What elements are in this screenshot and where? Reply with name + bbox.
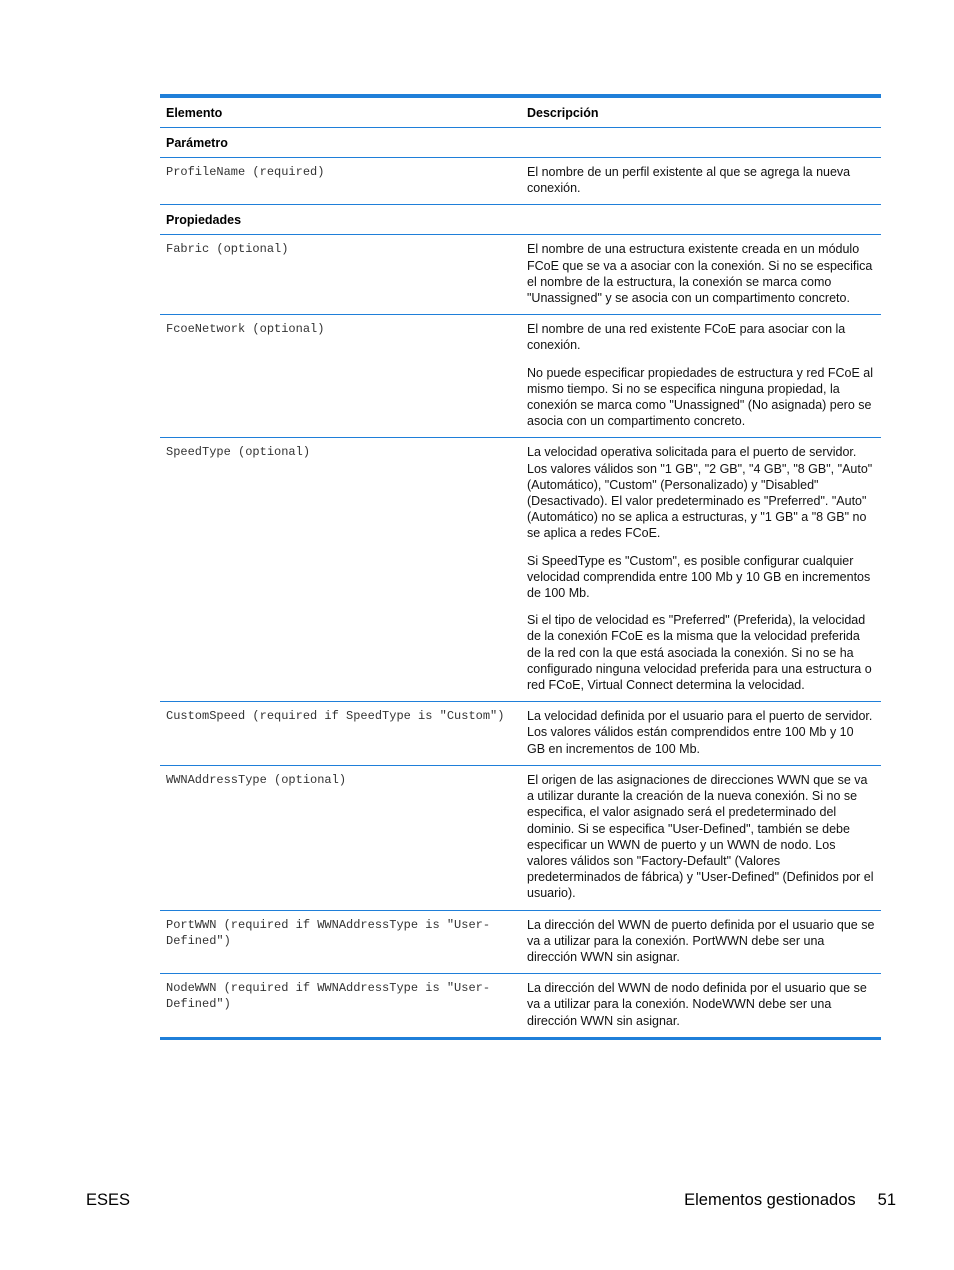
footer-section-title: Elementos gestionados (684, 1191, 856, 1209)
elements-table (160, 94, 881, 1040)
description-paragraph: La dirección del WWN de puerto definida por el usuario que se va a utilizar para la conexión. PortWWN debe ser una dirección WWN sin asignar. (527, 917, 875, 964)
table-header-row (160, 96, 881, 128)
description-paragraph: La velocidad definida por el usuario para el puerto de servidor. Los valores válidos están comprendidos entre 100 Mb y 10 GB en incrementos de 100 Mb. (527, 709, 873, 756)
element-name: WWNAddressType (optional) (160, 765, 521, 910)
element-name: FcoeNetwork (optional) (160, 315, 521, 438)
element-description (521, 974, 881, 1039)
description-paragraph: No puede especificar propiedades de estructura y red FCoE al mismo tiempo. Si no se especifica ninguna propiedad, la conexión se marca como "Unassigned" (No asignada) pero se asocia con un compartimento concreto. (527, 365, 874, 429)
page-footer (684, 1191, 896, 1210)
table-row (160, 438, 881, 702)
table-row (160, 235, 881, 315)
section-label: Parámetro (160, 128, 521, 158)
description-paragraph: El nombre de un perfil existente al que se agrega la nueva conexión. (527, 165, 851, 196)
section-label: Propiedades (160, 205, 521, 235)
element-name: ProfileName (required) (160, 158, 521, 205)
element-name: SpeedType (optional) (160, 438, 521, 702)
column-header-description: Descripción (521, 96, 881, 128)
element-description (521, 158, 881, 205)
section-row-propiedades (160, 205, 881, 235)
page-number: 51 (877, 1191, 896, 1209)
footer-locale-code: ESES (86, 1191, 131, 1209)
element-description (521, 315, 881, 438)
description-paragraph: La dirección del WWN de nodo definida por el usuario que se va a utilizar para la conexión. NodeWWN debe ser una dirección WWN sin asignar. (527, 981, 867, 1028)
table-row (160, 910, 881, 974)
description-paragraph: El origen de las asignaciones de direcciones WWN que se va a utilizar durante la creación de la nueva conexión. Si no se especifica, el valor asignado será el predeterminado del dominio. Si se especifica "User-Defined", también se debe especificar un WWN de puerto y un WWN de nodo. Los valores válidos son "Factory-Default" (Valores predeterminados de fábrica) y "User-Defined" (Definidos por el usuario). (527, 772, 874, 901)
table-row (160, 702, 881, 766)
column-header-element: Elemento (160, 96, 521, 128)
element-description (521, 765, 881, 910)
element-name: CustomSpeed (required if SpeedType is "Custom") (160, 702, 521, 766)
element-description (521, 235, 881, 315)
element-name: Fabric (optional) (160, 235, 521, 315)
table-row (160, 765, 881, 910)
description-paragraph: El nombre de una red existente FCoE para asociar con la conexión. (527, 322, 846, 353)
table-row (160, 974, 881, 1039)
description-paragraph: Si el tipo de velocidad es "Preferred" (Preferida), la velocidad de la conexión FCoE es la misma que la velocidad preferida de la red con la que está asociada la conexión. Si no se ha configurado ninguna velocidad preferida para una estructura o red FCoE, Virtual Connect determina la velocidad. (527, 613, 872, 693)
description-paragraph: Si SpeedType es "Custom", es posible configurar cualquier velocidad comprendida entre 100 Mb y 10 GB en incrementos de 100 Mb. (527, 553, 871, 601)
element-name: PortWWN (required if WWNAddressType is "User-Defined") (160, 910, 521, 974)
section-row-parametro (160, 128, 881, 158)
element-name: NodeWWN (required if WWNAddressType is "User-Defined") (166, 981, 491, 1012)
description-paragraph: El nombre de una estructura existente creada en un módulo FCoE que se va a asociar con la conexión. Si no se especifica el nombre de la estructura, la conexión se marca como "Unassigned" y se asocia con un compartimento concreto. (527, 242, 873, 306)
table-row (160, 315, 881, 438)
table-row (160, 158, 881, 205)
element-description (521, 910, 881, 974)
element-description (521, 438, 881, 702)
element-description (521, 702, 881, 766)
description-paragraph: La velocidad operativa solicitada para el puerto de servidor. Los valores válidos son "1 GB", "2 GB", "4 GB", "8 GB", "Auto" (Automático), "Custom" (Personalizado) y "Disabled" (Desactivado). El valor predeterminado es "Preferred". "Auto" (Automático) no se aplica a estructuras, y "1 GB" a "8 GB" no se aplica a redes FCoE. (527, 445, 873, 541)
